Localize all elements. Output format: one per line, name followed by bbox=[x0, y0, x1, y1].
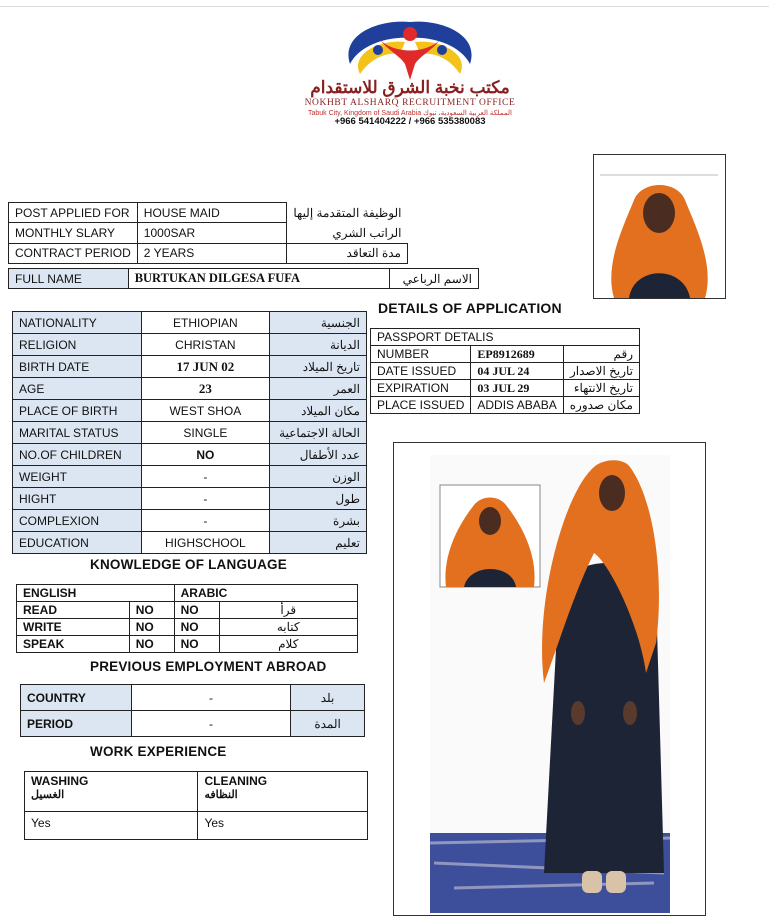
read-label: READ bbox=[17, 602, 130, 619]
passport-title-row bbox=[371, 329, 640, 346]
expiration-value: 03 JUL 29 bbox=[471, 380, 563, 397]
complexion-arabic: بشرة bbox=[270, 510, 367, 532]
full-name-label: FULL NAME bbox=[9, 269, 129, 289]
details-row bbox=[13, 488, 367, 510]
country-label: COUNTRY bbox=[21, 685, 132, 711]
work-table bbox=[24, 771, 368, 840]
washing-value: Yes bbox=[25, 812, 198, 840]
speak-arabic-label: كلام bbox=[219, 636, 357, 653]
salary-label: MONTHLY SLARY bbox=[9, 223, 138, 243]
complexion-label: COMPLEXION bbox=[13, 510, 142, 532]
age-arabic: العمر bbox=[270, 378, 367, 400]
read-english-value: NO bbox=[129, 602, 174, 619]
passport-number-arabic: رقم bbox=[563, 346, 639, 363]
employment-row bbox=[21, 711, 365, 737]
post-label: POST APPLIED FOR bbox=[9, 203, 138, 223]
details-row bbox=[13, 334, 367, 356]
education-arabic: تعليم bbox=[270, 532, 367, 554]
passport-number-value: EP8912689 bbox=[471, 346, 563, 363]
marital-status-arabic: الحالة الاجتماعية bbox=[270, 422, 367, 444]
speak-arabic-value: NO bbox=[174, 636, 219, 653]
place-of-birth-label: PLACE OF BIRTH bbox=[13, 400, 142, 422]
passport-table bbox=[370, 328, 640, 414]
birth-date-value: 17 JUN 02 bbox=[141, 356, 269, 378]
headshot-photo-frame bbox=[593, 154, 726, 299]
expiration-label: EXPIRATION bbox=[371, 380, 471, 397]
language-heading: KNOWLEDGE OF LANGUAGE bbox=[90, 557, 287, 572]
employment-table bbox=[20, 684, 365, 737]
office-header bbox=[250, 14, 570, 126]
contract-arabic: مدة التعاقد bbox=[287, 243, 408, 263]
write-label: WRITE bbox=[17, 619, 130, 636]
language-header-row bbox=[17, 585, 358, 602]
write-arabic-label: كتابه bbox=[219, 619, 357, 636]
birth-date-label: BIRTH DATE bbox=[13, 356, 142, 378]
work-header-row bbox=[25, 772, 368, 812]
salary-arabic: الراتب الشري bbox=[332, 225, 402, 240]
place-issued-value: ADDIS ABABA bbox=[471, 397, 563, 414]
office-name-arabic: مكتب نخبة الشرق للاستقدام bbox=[310, 78, 510, 97]
religion-label: RELIGION bbox=[13, 334, 142, 356]
language-row bbox=[17, 602, 358, 619]
details-row bbox=[13, 312, 367, 334]
nationality-label: NATIONALITY bbox=[13, 312, 142, 334]
cleaning-label: CLEANING bbox=[204, 774, 268, 788]
birth-date-arabic: تاريخ الميلاد bbox=[270, 356, 367, 378]
place-of-birth-value: WEST SHOA bbox=[141, 400, 269, 422]
marital-status-value: SINGLE bbox=[141, 422, 269, 444]
passport-title: PASSPORT DETALIS bbox=[371, 329, 640, 346]
height-value: - bbox=[141, 488, 269, 510]
children-label: NO.OF CHILDREN bbox=[13, 444, 142, 466]
speak-english-value: NO bbox=[129, 636, 174, 653]
speak-label: SPEAK bbox=[17, 636, 130, 653]
date-issued-value: 04 JUL 24 bbox=[471, 363, 563, 380]
nationality-arabic: الجنسية bbox=[270, 312, 367, 334]
period-label: PERIOD bbox=[21, 711, 132, 737]
write-arabic-value: NO bbox=[174, 619, 219, 636]
post-table bbox=[8, 202, 408, 264]
read-arabic-value: NO bbox=[174, 602, 219, 619]
details-row bbox=[13, 466, 367, 488]
weight-value: - bbox=[141, 466, 269, 488]
details-row bbox=[13, 532, 367, 554]
religion-value: CHRISTAN bbox=[141, 334, 269, 356]
details-row bbox=[13, 356, 367, 378]
employment-heading: PREVIOUS EMPLOYMENT ABROAD bbox=[90, 659, 327, 674]
salary-value: 1000SAR bbox=[137, 223, 287, 243]
details-row bbox=[13, 510, 367, 532]
date-issued-label: DATE ISSUED bbox=[371, 363, 471, 380]
details-row bbox=[13, 444, 367, 466]
full-body-photo bbox=[394, 443, 705, 915]
post-value: HOUSE MAID bbox=[137, 203, 287, 223]
post-row bbox=[9, 203, 408, 223]
weight-label: WEIGHT bbox=[13, 466, 142, 488]
read-arabic-label: قرأ bbox=[219, 602, 357, 619]
height-arabic: طول bbox=[270, 488, 367, 510]
expiration-arabic: تاريخ الانتهاء bbox=[563, 380, 639, 397]
post-arabic: الوظيفة المتقدمة إليها bbox=[293, 205, 402, 220]
education-label: EDUCATION bbox=[13, 532, 142, 554]
work-value-row bbox=[25, 812, 368, 840]
country-value: - bbox=[131, 685, 290, 711]
weight-arabic: الوزن bbox=[270, 466, 367, 488]
cleaning-cell bbox=[198, 772, 368, 812]
height-label: HIGHT bbox=[13, 488, 142, 510]
language-row bbox=[17, 636, 358, 653]
education-value: HIGHSCHOOL bbox=[141, 532, 269, 554]
country-arabic: بلد bbox=[291, 685, 365, 711]
passport-row bbox=[371, 346, 640, 363]
work-heading: WORK EXPERIENCE bbox=[90, 744, 227, 759]
nationality-value: ETHIOPIAN bbox=[141, 312, 269, 334]
period-arabic: المدة bbox=[291, 711, 365, 737]
passport-number-label: NUMBER bbox=[371, 346, 471, 363]
address-arabic: المملكة العربية السعودية، تبوك bbox=[423, 110, 512, 117]
passport-row bbox=[371, 363, 640, 380]
children-value: NO bbox=[141, 444, 269, 466]
office-logo-icon bbox=[320, 14, 500, 84]
address-english: Tabuk City, Kingdom of Saudi Arabia bbox=[308, 110, 422, 117]
place-of-birth-arabic: مكان الميلاد bbox=[270, 400, 367, 422]
language-table bbox=[16, 584, 358, 653]
post-row bbox=[9, 243, 408, 263]
details-heading: DETAILS OF APPLICATION bbox=[378, 300, 562, 316]
language-row bbox=[17, 619, 358, 636]
full-name-table bbox=[8, 268, 479, 289]
write-english-value: NO bbox=[129, 619, 174, 636]
place-issued-arabic: مكان صدوره bbox=[563, 397, 639, 414]
religion-arabic: الديانة bbox=[270, 334, 367, 356]
details-table bbox=[12, 311, 367, 554]
page-top-rule bbox=[0, 6, 769, 7]
details-row bbox=[13, 422, 367, 444]
employment-row bbox=[21, 685, 365, 711]
complexion-value: - bbox=[141, 510, 269, 532]
headshot-photo bbox=[594, 155, 725, 298]
marital-status-label: MARITAL STATUS bbox=[13, 422, 142, 444]
washing-label: WASHING bbox=[31, 774, 89, 788]
full-name-arabic: الاسم الرباعي bbox=[390, 269, 479, 289]
english-column-header: ENGLISH bbox=[17, 585, 175, 602]
passport-row bbox=[371, 397, 640, 414]
age-value: 23 bbox=[141, 378, 269, 400]
details-row bbox=[13, 400, 367, 422]
date-issued-arabic: تاريخ الاصدار bbox=[563, 363, 639, 380]
period-value: - bbox=[131, 711, 290, 737]
place-issued-label: PLACE ISSUED bbox=[371, 397, 471, 414]
passport-row bbox=[371, 380, 640, 397]
post-row bbox=[9, 223, 408, 243]
washing-arabic: الغسيل bbox=[31, 789, 65, 801]
age-label: AGE bbox=[13, 378, 142, 400]
children-arabic: عدد الأطفال bbox=[270, 444, 367, 466]
washing-cell bbox=[25, 772, 198, 812]
full-body-photo-frame bbox=[393, 442, 706, 916]
office-name-english: NOKHBT ALSHARQ RECRUITMENT OFFICE bbox=[304, 98, 516, 108]
contract-label: CONTRACT PERIOD bbox=[9, 243, 138, 263]
office-phones: +966 541404222 / +966 535380083 bbox=[334, 116, 486, 127]
arabic-column-header: ARABIC bbox=[174, 585, 357, 602]
full-name-row bbox=[9, 269, 479, 289]
full-name-value: BURTUKAN DILGESA FUFA bbox=[128, 269, 389, 289]
cleaning-arabic: النظافه bbox=[204, 789, 238, 801]
details-row bbox=[13, 378, 367, 400]
cleaning-value: Yes bbox=[198, 812, 368, 840]
contract-value: 2 YEARS bbox=[137, 243, 287, 263]
